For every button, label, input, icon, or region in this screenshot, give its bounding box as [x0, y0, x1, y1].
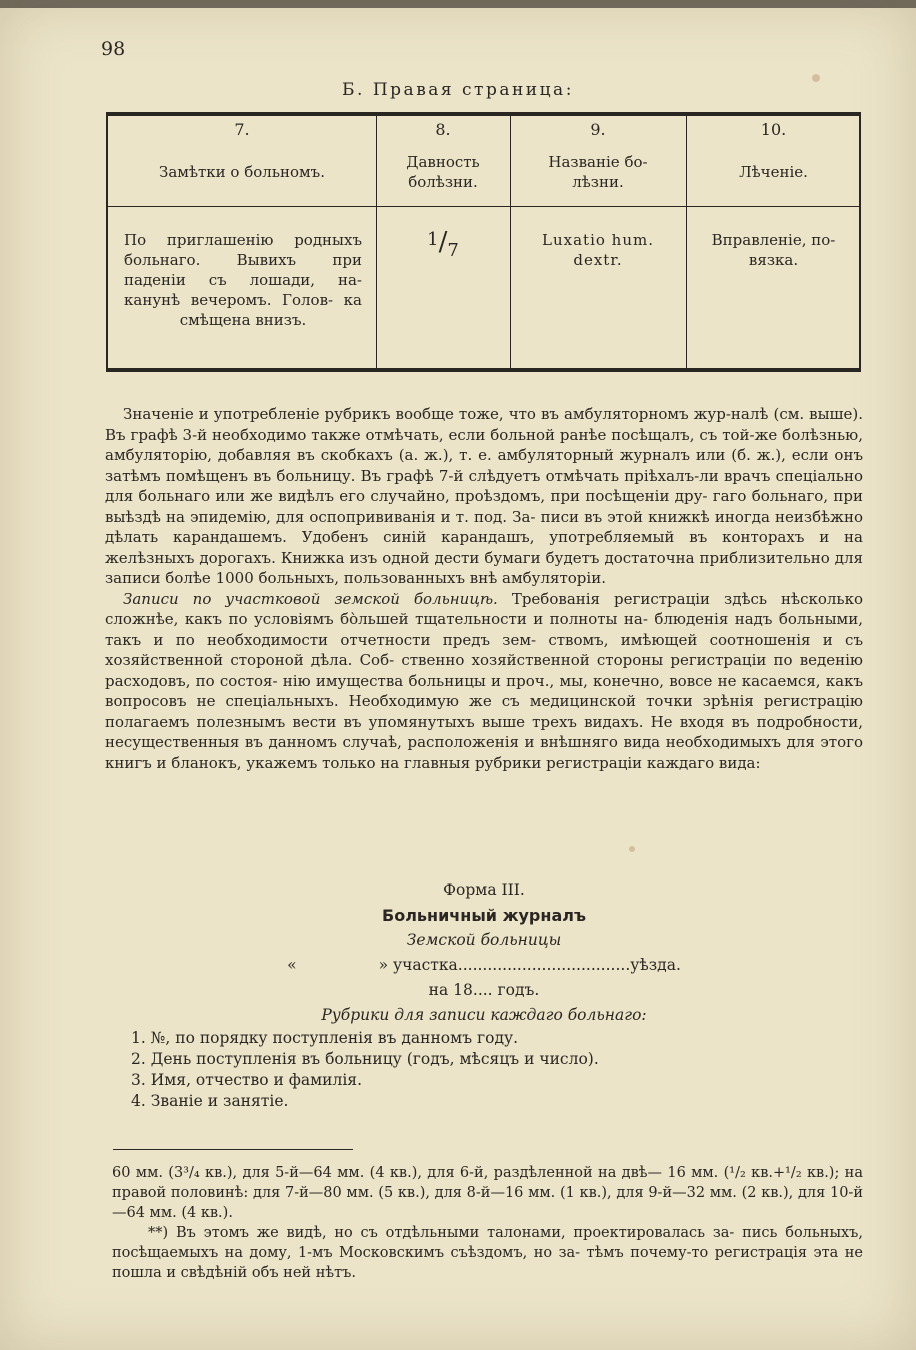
footnote: **) Въ этомъ же видѣ, но съ отдѣльными талонами, проектировалась за- пись больныхъ, посѣщаемыхъ на дому, 1-мъ Московскимъ съѣздомъ, но за- тѣмъ почему-то регистрація эта не пошла и свѣдѣній объ ней нѣтъ. [112, 1225, 863, 1281]
paragraph: Значеніе и употребленіе рубрикъ вообще тоже, что въ амбуляторномъ жур-налѣ (см. выше). Въ графѣ 3-й необходимо также отмѣчать, если больной ранѣе посѣщалъ, съ той-же болѣзнью, амбуляторію, добавляя въ скобкахъ (а. ж.), т. е. амбуляторный журналъ или (б. ж.), если онъ затѣмъ помѣщенъ въ больницу. Въ графѣ 7-й слѣдуетъ отмѣчать пріѣхалъ-ли врачъ спеціально для больнаго или же видѣлъ его случайно, проѣздомъ, при посѣщеніи дру- гаго больнаго, при выѣздѣ на эпидемію, для оспопрививанія и т. под. За- писи въ этой книжкѣ иногда неизбѣжно дѣлать карандашемъ. Удобенъ синій карандашъ, употребляемый въ конторахъ и на желѣзныхъ дорогахъ. Книжка изъ одной дести бумаги будетъ достаточна приблизительно для записи болѣе 1000 больныхъ, пользованныхъ внѣ амбуляторіи. [105, 405, 863, 587]
footnote-rule [113, 1149, 353, 1150]
scan-top-edge [0, 0, 916, 8]
treatment-line: Вправленіе, по- [711, 231, 836, 249]
dotted-blank: ................................... [457, 956, 631, 974]
header-divider [108, 206, 859, 207]
form-title: Больничный журналъ [382, 906, 586, 925]
treatment-line: вязка. [748, 251, 799, 269]
footnote: 60 мм. (3³/₄ кв.), для 5-й—64 мм. (4 кв.), для 6-й, раздѣленной на двѣ— 16 мм. (¹/₂ кв.+¹/₂ кв.); на правой половинѣ: для 7-й—80 мм. (5 кв.), для 8-й—16 мм. (1 кв.), для 9-й—32 мм. (2 кв.), для 10-й—64 мм. (4 кв.). [112, 1165, 863, 1221]
paragraph [105, 589, 863, 774]
list-item: 2. День поступленія въ больницу (годъ, мѣсяцъ и число). [131, 1050, 599, 1068]
column-number-8: 8. [435, 120, 451, 139]
column-header-treatment: Лѣченіе. [739, 163, 808, 181]
header-line: болѣзни. [408, 173, 478, 191]
column-header-duration [376, 152, 510, 192]
header-line: Давность [406, 153, 480, 171]
cell-treatment [686, 230, 861, 270]
diagnosis-line: dextr. [573, 251, 623, 269]
fraction-slash-icon: / [438, 227, 448, 257]
body-text [105, 404, 863, 773]
paper-stain [629, 846, 635, 852]
page-number: 98 [101, 38, 126, 60]
paragraph-text: Требованія регистраціи здѣсь нѣсколько сложнѣе, какъ по условіямъ бо̀льшей тщательности и полноты на- блюденія надъ больными, такъ и по необходимости отчетности предъ зем- ствомъ, имѣющей соотношенія и съ хозяйственной стороной дѣла. Соб- ственно хозяйственной стороны регистраціи по веденію расходовъ, по состоя- нію имущества больницы и проч., мы, конечно, вовсе не касаемся, какъ вопросовъ не спеціальныхъ. Необходимую же съ медицинской точки зрѣнія регистрацію полагаемъ полезнымъ вести въ упомянутыхъ выше трехъ видахъ. Не входя въ подробности, несущественныя въ данномъ случаѣ, расположенія и внѣшняго вида необходимыхъ для этого книгъ и бланокъ, укажемъ только на главныя рубрики регистраціи каждаго вида: [105, 589, 864, 772]
quote-close: » участка [378, 956, 458, 974]
column-header-diagnosis [510, 152, 686, 192]
diagnosis-line: Luxatio hum. [542, 231, 654, 249]
district-label: уѣзда. [630, 956, 681, 974]
list-item: 1. №, по порядку поступленія въ данномъ году. [131, 1029, 519, 1047]
table-caption: Б. Правая страница: [342, 80, 574, 100]
column-header-notes: Замѣтки о больномъ. [158, 163, 325, 181]
parish-line [105, 953, 863, 978]
column-number-10: 10. [760, 120, 787, 139]
blank-space [297, 953, 379, 978]
cell-diagnosis [510, 230, 686, 270]
header-line: Названіе бо- [548, 153, 648, 171]
cell-duration [376, 227, 510, 261]
duration-numerator: 1 [427, 229, 439, 250]
duration-denominator: 7 [447, 240, 459, 261]
form-subtitle: Земской больницы [406, 931, 562, 949]
list-item: 4. Званіе и занятіе. [131, 1092, 289, 1110]
footnotes [112, 1163, 863, 1283]
form-label: Форма III. [443, 881, 525, 899]
list-item: 3. Имя, отчество и фамилія. [131, 1071, 363, 1089]
register-table [106, 112, 861, 372]
column-number-9: 9. [590, 120, 606, 139]
year-line: на 18.... годъ. [428, 981, 540, 999]
section-heading: Записи по участковой земской больницѣ. [123, 589, 498, 608]
column-number-7: 7. [234, 120, 250, 139]
quote-open: « [287, 956, 297, 974]
form-block [105, 878, 863, 1112]
rubrics-heading: Рубрики для записи каждаго больнаго: [321, 1006, 647, 1024]
cell-notes: По приглашенію родныхъ больнаго. Вывихъ при паденіи съ лошади, на- канунѣ вечеромъ. Голов- ка смѣщена внизъ. [124, 231, 362, 329]
header-line: лѣзни. [572, 173, 624, 191]
rubrics-list [105, 1028, 863, 1112]
